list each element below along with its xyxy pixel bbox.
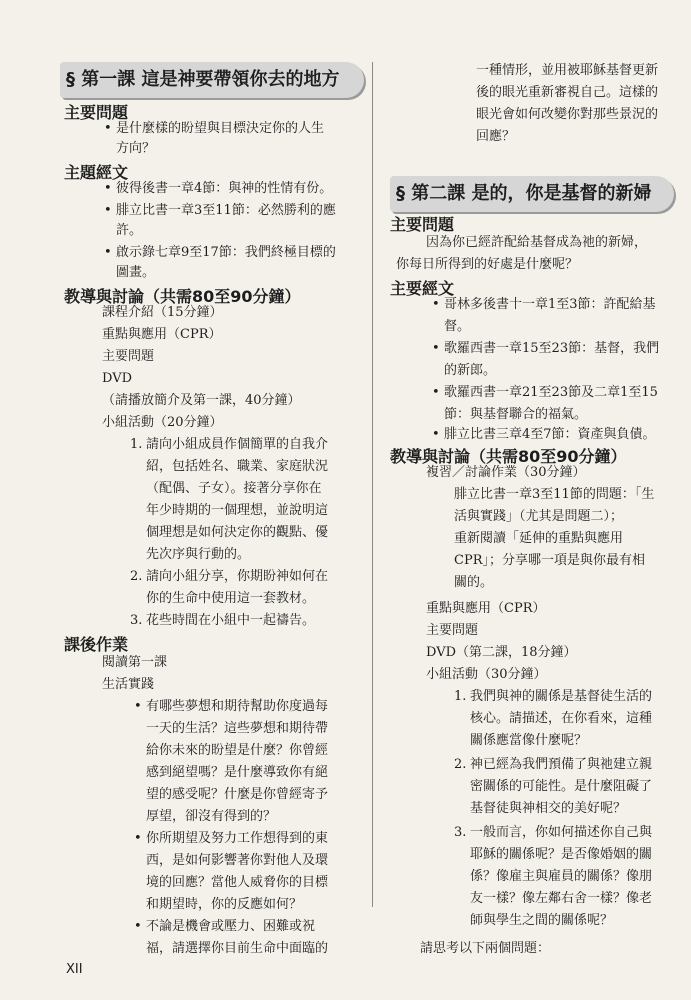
lesson1-schedule-item: 重點與應用（CPR）	[102, 327, 222, 342]
lesson1-activity-line: 先次序與行動的。	[146, 547, 251, 562]
lesson2-teaching-heading: 教導與討論（共需80至90分鐘）	[390, 447, 627, 466]
lesson1-scripture: • 腓立比書一章3至11節：必然勝利的應	[116, 200, 336, 222]
lesson2-closing: 請思考以下兩個問題：	[420, 941, 551, 956]
lesson1-scripture: • 啟示錄七章9至17節：我們終極目標的	[116, 242, 336, 264]
column-divider	[372, 62, 373, 907]
lesson2-schedule-item: DVD（第二課，18分鐘）	[426, 645, 577, 660]
lesson2-scripture: 督。	[444, 319, 471, 334]
lesson1-practice-line: 一天的生活？這些夢想和期待帶	[146, 721, 329, 736]
lesson2-review-line: 關的。	[454, 575, 494, 590]
lesson1-scripture: 許。	[116, 223, 143, 238]
lesson2-scripture: • 歌羅西書一章15至23節：基督，我們	[444, 338, 659, 360]
lesson2-activity-1: 1. 我們與神的關係是基督徒生活的	[454, 689, 653, 704]
lesson2-scripture: • 哥林多後書十一章1至3節：許配給基	[444, 294, 656, 316]
lesson1-activity-2: 2. 請向小組分享，你期盼神如何在	[130, 569, 329, 584]
continuation-line: 後的眼光重新審視自己。這樣的	[476, 85, 659, 100]
lesson1-activity-line: 你的生命中使用這一套教材。	[146, 591, 316, 606]
lesson1-schedule-item: 小組活動（20分鐘）	[102, 415, 223, 430]
continuation-line: 一種情形，並用被耶穌基督更新	[476, 63, 659, 78]
lesson1-homework-item: 閱讀第一課	[102, 655, 168, 670]
lesson2-review: 複習／討論作業（30分鐘）	[426, 465, 586, 480]
lesson2-activity-line: 耶穌的關係呢？是否像婚姻的關	[470, 847, 653, 862]
lesson2-scripture: 的新郎。	[444, 363, 497, 378]
lesson2-schedule-item: 主要問題	[426, 623, 479, 638]
lesson1-scripture: • 彼得後書一章4節：與神的性情有份。	[116, 178, 332, 200]
lesson1-teaching-heading: 教導與討論（共需80至90分鐘）	[64, 287, 301, 306]
lesson1-practice: • 有哪些夢想和期待幫助你度過每	[146, 696, 328, 718]
lesson2-activity-3: 3. 一般而言，你如何描述你自己與	[454, 825, 653, 840]
lesson1-schedule-item: DVD	[102, 371, 133, 386]
lesson2-main-question-line: 你每日所得到的好處是什麼呢？	[396, 257, 579, 272]
lesson1-practice-line: 感到絕望嗎？是什麼導致你有絕	[146, 765, 329, 780]
lesson1-practice-line: 厚望，卻沒有得到的？	[146, 809, 277, 824]
lesson1-activity-1: 1. 請向小組成員作個簡單的自我介	[130, 437, 329, 452]
lesson2-schedule-item: 小組活動（30分鐘）	[426, 667, 547, 682]
lesson1-schedule-item: 主要問題	[102, 349, 155, 364]
lesson1-homework-item: 生活實踐	[102, 677, 155, 692]
lesson2-activity-line: 密關係的可能性。是什麼阻礙了	[470, 779, 653, 794]
lesson2-main-question-line: 因為你已經許配給基督成為祂的新婦，	[426, 235, 648, 250]
lesson1-activity-line: 紹，包括姓名、職業、家庭狀況	[146, 459, 329, 474]
lesson1-scripture-heading: 主題經文	[64, 163, 129, 182]
lesson1-activity-line: 個理想是如何決定你的觀點、優	[146, 525, 329, 540]
lesson2-review-line: CPR」；分享哪一項是與你最有相	[454, 553, 645, 568]
lesson1-practice: • 你所期望及努力工作想得到的東	[146, 828, 328, 850]
continuation-line: 眼光會如何改變你對那些景況的	[476, 107, 659, 122]
lesson2-activity-2: 2. 神已經為我們預備了與祂建立親	[454, 757, 653, 772]
lesson2-header: § 第二課 是的，你是基督的新婦	[390, 176, 674, 212]
lesson2-activity-line: 關係應當像什麼呢？	[470, 733, 588, 748]
lesson1-practice-line: 境的回應？當他人威脅你的目標	[146, 875, 329, 890]
lesson2-activity-line: 師與學生之間的關係呢？	[470, 913, 614, 928]
lesson1-practice-line: 和期望時，你的反應如何？	[146, 897, 303, 912]
lesson2-main-question-heading: 主要問題	[390, 215, 455, 234]
lesson2-review-line: 腓立比書一章3至11節的問題：「生	[454, 487, 655, 502]
lesson2-activity-line: 係？像雇主與雇員的關係？像朋	[470, 869, 653, 884]
lesson1-practice-line: 西，是如何影響著你對他人及環	[146, 853, 329, 868]
lesson1-main-question-line: 方向？	[116, 141, 156, 156]
lesson1-main-question-heading: 主要問題	[64, 103, 129, 122]
lesson2-review-line: 重新閱讀「延伸的重點與應用	[454, 531, 624, 546]
lesson1-practice-line: 給你未來的盼望是什麼？你曾經	[146, 743, 329, 758]
lesson2-review-line: 活與實踐」（尤其是問題二）；	[454, 509, 624, 524]
lesson2-scripture: 節：與基督聯合的福氣。	[444, 407, 588, 422]
lesson2-scripture: • 歌羅西書一章21至23節及二章1至15	[444, 382, 658, 404]
page-number: XII	[66, 962, 83, 977]
lesson1-header: § 第一課 這是神要帶領你去的地方	[60, 62, 364, 98]
lesson2-scripture: • 腓立比書三章4至7節：資產與負債。	[444, 424, 656, 446]
lesson1-practice-line: 望的感受呢？什麼是你曾經寄予	[146, 787, 329, 802]
lesson1-scripture: 圖畫。	[116, 265, 156, 280]
lesson1-schedule-item: 課程介紹（15分鐘）	[102, 305, 223, 320]
lesson1-main-question-line: • 是什麼樣的盼望與目標決定你的人生	[116, 118, 324, 140]
lesson1-activity-line: 年少時期的一個理想，並說明這	[146, 503, 329, 518]
lesson1-activity-3: 3. 花些時間在小組中一起禱告。	[130, 613, 316, 628]
lesson1-practice-line: 福，請選擇你目前生命中面臨的	[146, 941, 329, 956]
lesson1-practice: • 不論是機會或壓力、困難或祝	[146, 916, 315, 938]
lesson2-schedule-item: 重點與應用（CPR）	[426, 601, 546, 616]
lesson1-schedule-item: （請播放簡介及第一課，40分鐘）	[102, 393, 301, 408]
lesson2-scripture-heading: 主要經文	[390, 279, 455, 298]
lesson2-activity-line: 基督徒與神相交的美好呢？	[470, 801, 627, 816]
continuation-line: 回應？	[476, 129, 516, 144]
lesson1-homework-heading: 課後作業	[64, 635, 129, 654]
lesson2-activity-line: 核心。請描述，在你看來，這種	[470, 711, 653, 726]
lesson1-activity-line: （配偶、子女）。接著分享你在	[146, 481, 322, 496]
lesson2-activity-line: 友一樣？像左鄰右舍一樣？像老	[470, 891, 653, 906]
